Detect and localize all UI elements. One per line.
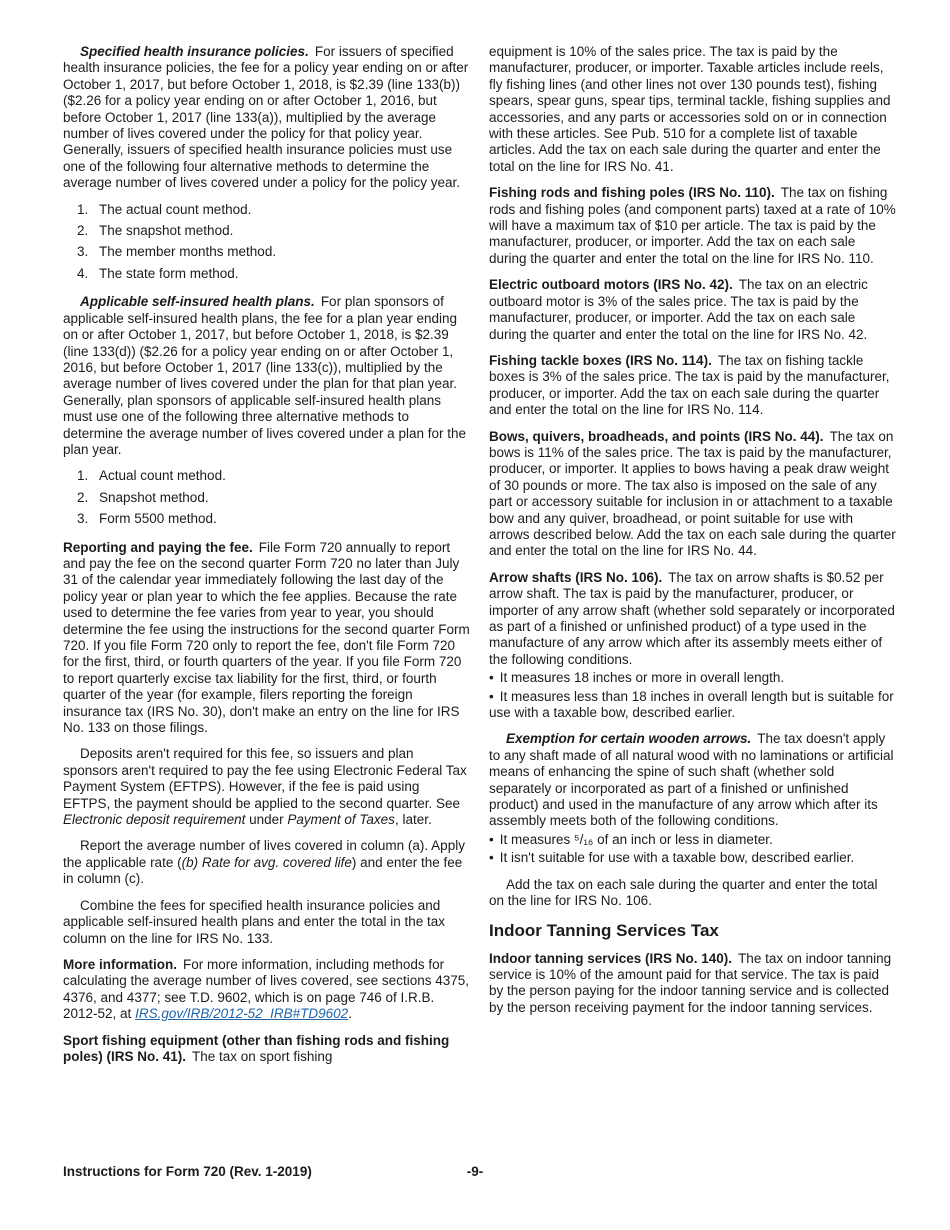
text-run: File Form 720 annually to report and pay the fee on the second quarter Form 720 no later than July 31 of the calendar year immediately following the last day of the policy year or plan year to which the fee applies. Because the rate used to determine the fee varies from year to year, you should determine the fee using the instructions for the second quarter Form 720. If you file Form 720 only to report the fee, don't file Form 720 for the first, third, or fourth quarters of the year. If you file Form 720 to report quarterly excise tax liability for the first, third, or fourth quarter of the year (for example, filers reporting the foreign insurance tax (IRS No. 30), don't make an entry on the line for IRS No. 133 on those filings.: [63, 539, 470, 736]
text-run: For more information, including methods for calculating the average number of lives covered, see sections 4375, 4376, and 4377; see T.D. 9602, which is on page 746 of I.R.B. 2012-52, at: [63, 956, 469, 1022]
text-run: The tax on fishing tackle boxes is 3% of the sales price. The tax is paid by the manufacturer, producer, or importer. Add the tax on each sale during the quarter and enter the total on the line for IRS No. 114.: [489, 352, 890, 418]
heading-paragraph: [489, 185, 896, 267]
text-run: Sport fishing equipment (other than fishing rods and fishing poles) (IRS No. 41).: [63, 1032, 450, 1064]
list-number: 3.: [77, 244, 89, 260]
heading-paragraph: [63, 44, 470, 192]
text-run: The tax on an electric outboard motor is 3% of the sales price. The tax is paid by the manufacturer, producer, or importer. Add the tax on each sale during the quarter and enter the total on the line for IRS No. 42.: [489, 277, 868, 342]
right-column: [489, 44, 896, 1075]
text-run: equipment is 10% of the sales price. The tax is paid by the manufacturer, producer, or importer. Taxable articles include reels, fly fishing lines (and other lines not over 130 pounds test), fishing spears, spear guns, spear tips, terminal tackle, fishing supplies and accessories, and any parts or accessories sold on or in connection with these articles. See Pub. 510 for a complete list of taxable articles. Add the tax on each sale during the quarter and enter the total on the line for IRS No. 41.: [489, 44, 891, 174]
text-run: ) and enter the fee in column (c).: [63, 854, 463, 887]
list-item: [63, 202, 470, 218]
paragraph: [63, 746, 470, 828]
paragraph: [63, 838, 470, 887]
list-item: [63, 266, 470, 282]
bullet-icon: •: [489, 850, 494, 866]
text-run: , later.: [394, 812, 432, 828]
bullet-item: [489, 670, 896, 686]
paragraph: [63, 898, 470, 947]
bullet-icon: •: [489, 670, 494, 686]
list-item: [63, 244, 470, 260]
heading-paragraph: [489, 429, 896, 560]
numbered-list: [63, 202, 470, 283]
heading-paragraph: [489, 951, 896, 1017]
bullet-icon: •: [489, 688, 494, 704]
text-run: Report the average number of lives covered in column (a). Apply the applicable rate (: [63, 838, 465, 870]
bullet-list: [489, 670, 896, 721]
text-run: Electric outboard motors (IRS No. 42).: [489, 277, 733, 293]
bullet-item: [489, 850, 896, 866]
text-run: Arrow shafts (IRS No. 106).: [489, 569, 663, 585]
heading-paragraph: [63, 294, 470, 458]
text-run: Combine the fees for specified health insurance policies and applicable self-insured health plans and enter the total in the tax column on the line for IRS No. 133.: [63, 897, 446, 946]
heading-paragraph: [489, 570, 896, 668]
text-run: For issuers of specified health insurance policies, the fee for a policy year ending on or after October 1, 2017, but before October 1, 2018, is $2.39 (line 133(b)) ($2.26 for a policy year ending on or after October 1, 2016, but before October 1, 2017 (line 133(a)), multiplied by the average number of lives covered under the policy for that policy year. Generally, issuers of specified health insurance policies must use one of the following four alternative methods to determine the average number of lives covered under a policy for the policy year.: [63, 44, 469, 191]
list-item-text: The state form method.: [99, 265, 239, 281]
heading-paragraph: [63, 957, 470, 1023]
page-number: -9-: [466, 1164, 484, 1179]
list-number: 2.: [77, 489, 89, 505]
list-number: 3.: [77, 511, 89, 527]
text-run: Indoor tanning services (IRS No. 140).: [489, 950, 733, 966]
list-number: 4.: [77, 265, 89, 281]
text-run: The tax on indoor tanning service is 10% of the amount paid for that service. The tax is paid by the person paying for the indoor tanning service and is collected by the person receiving payment for the indoor tanning services.: [489, 950, 892, 1015]
heading-paragraph: [489, 353, 896, 419]
section-heading: Indoor Tanning Services Tax: [489, 920, 719, 940]
numbered-list: [63, 468, 470, 527]
list-item-text: Actual count method.: [99, 468, 226, 484]
list-item: [63, 511, 470, 527]
bullet-icon: •: [489, 831, 494, 847]
bullet-item: [489, 689, 896, 722]
text-run: Deposits aren't required for this fee, so issuers and plan sponsors aren't required to pay the fee using Electronic Federal Tax Payment System (EFTPS). However, if the fee is paid using EFTPS, the payment should be applied to the second quarter. See: [63, 746, 467, 811]
list-item-text: Form 5500 method.: [99, 511, 217, 527]
text-run: It measures 18 inches or more in overall length.: [499, 670, 785, 686]
footer-document-title: Instructions for Form 720 (Rev. 1-2019): [63, 1164, 312, 1179]
two-column-body: [63, 44, 896, 1075]
left-column: [63, 44, 470, 1075]
text-run: Electronic deposit requirement: [63, 812, 246, 828]
list-number: 1.: [77, 468, 89, 484]
list-item: [63, 490, 470, 506]
text-run: Fishing rods and fishing poles (IRS No. 110).: [489, 185, 775, 201]
text-run: The tax on bows is 11% of the sales price. The tax is paid by the manufacturer, producer, or importer. It applies to bows having a peak draw weight of 30 pounds or more. The tax also is imposed on the sale of any part or accessory suitable for inclusion in or attachment to a taxable bow and any quiver, broadhead, or point suitable for use with arrows described below. Add the tax on each sale during the quarter and enter the total on the line for IRS No. 44.: [489, 428, 896, 559]
text-run: under: [245, 812, 288, 828]
paragraph: [489, 877, 896, 910]
text-run: Reporting and paying the fee.: [63, 539, 253, 555]
list-item-text: The member months method.: [99, 244, 277, 260]
text-run: Applicable self-insured health plans.: [80, 294, 315, 310]
list-number: 2.: [77, 223, 89, 239]
text-run: The tax on arrow shafts is $0.52 per arrow shaft. The tax is paid by the manufacturer, producer, or importer of any arrow shaft (whether sold separately or incorporated as part of a finished or unfinished product) of a type used in the manufacture of any arrow which after its assembly meets either of the following conditions.: [489, 569, 895, 667]
list-number: 1.: [77, 201, 89, 217]
list-item: [63, 468, 470, 484]
list-item-text: The actual count method.: [99, 201, 252, 217]
text-run: Specified health insurance policies.: [80, 44, 309, 59]
heading-paragraph: [63, 1033, 470, 1066]
text-run: .: [348, 1006, 352, 1022]
text-run: The tax doesn't apply to any shaft made of all natural wood with no laminations or artificial means of enhancing the spine of such shaft (whether sold separately or incorporated as part of a finished or unfinished product) and used in the manufacture of any arrow which after its assembly meets both of the following conditions.: [489, 731, 894, 829]
bullet-item: [489, 832, 896, 848]
text-run: For plan sponsors of applicable self-insured health plans, the fee for a plan year ending on or after October 1, 2017, but before October 1, 2018, is $2.39 (line 133(d)) ($2.26 for a policy year ending on or after October 1, 2016, but before October 1, 2017 (line 133(c)), multiplied by the average number of lives covered under the plan for that plan year. Generally, plan sponsors of applicable self-insured health plans must use one of the following three alternative methods to determine the average number of lives covered under a plan for the plan year.: [63, 294, 466, 457]
heading-paragraph: [63, 540, 470, 737]
bullet-list: [489, 832, 896, 867]
text-run: Exemption for certain wooden arrows.: [506, 731, 752, 747]
text-run: The tax on fishing rods and fishing poles (and component parts) taxed at a rate of 10% will have a maximum tax of $10 per article. The tax is paid by the manufacturer, producer, or importer. Add the tax on each sale during the quarter and enter the total on the line for IRS No. 110.: [489, 185, 896, 266]
text-run: Fishing tackle boxes (IRS No. 114).: [489, 352, 712, 368]
text-run: Bows, quivers, broadheads, and points (IRS No. 44).: [489, 428, 824, 444]
text-run: The tax on sport fishing: [192, 1048, 333, 1064]
text-run: Add the tax on each sale during the quarter and enter the total on the line for IRS No. 106.: [489, 876, 878, 909]
list-item-text: The snapshot method.: [99, 223, 234, 239]
link-irs-irb-td9602[interactable]: 2012-52_IRB#TD9602: [213, 1006, 349, 1022]
list-item: [63, 223, 470, 239]
heading-paragraph: [489, 277, 896, 343]
text-run: It measures less than 18 inches in overall length but is suitable for use with a taxable bow, described earlier.: [489, 688, 894, 721]
paragraph: [489, 44, 896, 175]
text-run: It isn't suitable for use with a taxable bow, described earlier.: [499, 850, 855, 866]
text-run: Payment of Taxes: [287, 812, 395, 828]
text-run: More information.: [63, 956, 177, 972]
heading-paragraph: [489, 731, 896, 829]
link-irs-irb-td9602[interactable]: IRS.gov/IRB/: [135, 1006, 214, 1022]
text-run: It measures ⁵/₁₆ of an inch or less in diameter.: [499, 831, 773, 847]
text-run: (b) Rate for avg. covered life: [181, 854, 352, 870]
list-item-text: Snapshot method.: [99, 489, 209, 505]
